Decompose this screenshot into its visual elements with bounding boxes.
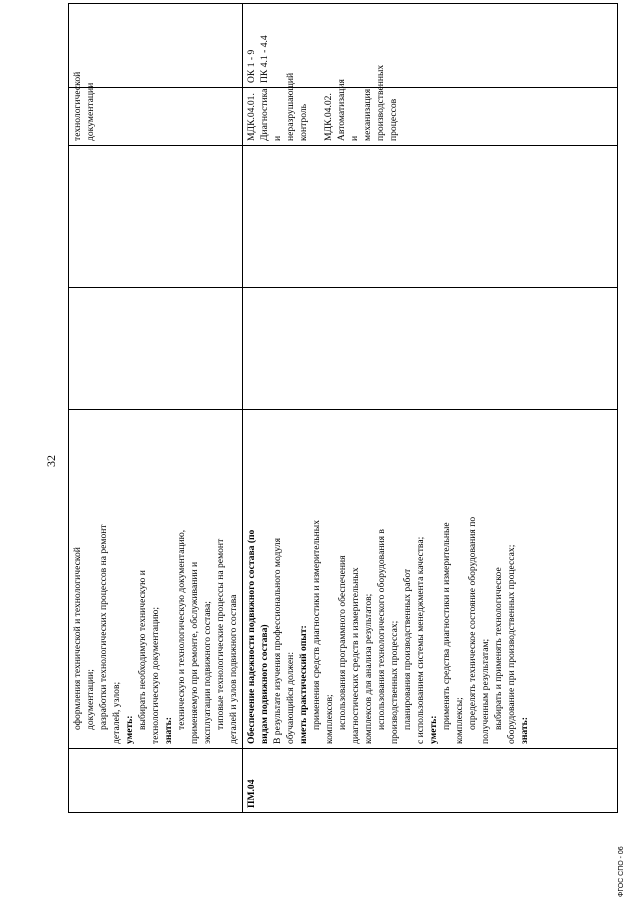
text-line: знать:	[519, 717, 530, 744]
table-row-continuation	[69, 4, 243, 813]
text-line: Автоматизация и	[336, 79, 360, 141]
text-line: Диагностика и	[259, 88, 283, 141]
text-line: оборудование при производственных процессах;	[506, 544, 517, 744]
text-line: уметь:	[124, 715, 135, 744]
text-line: техническую и технологическую документацию,	[176, 529, 187, 730]
text-line: ПК 4.1 - 4.4	[259, 35, 270, 83]
text-line: использования программного обеспечения	[337, 555, 348, 730]
text-line: оформления технической и технологической	[72, 547, 83, 730]
text-line: В результате изучения профессионального модуля	[272, 538, 283, 744]
text-line: выбирать необходимую техническую и	[137, 570, 148, 730]
text-line: МДК.04.01.	[246, 93, 257, 141]
page-number: 32	[44, 455, 58, 467]
index-cell	[69, 749, 243, 813]
text-line: разработки технологических процессов на ремонт	[98, 524, 109, 730]
text-line: контроль	[298, 103, 309, 141]
text-line: уметь:	[428, 715, 439, 744]
text-line: деталей и узлов подвижного состава	[228, 594, 239, 744]
text-line: планирования производственных работ	[402, 568, 413, 730]
text-line: с использованием системы менеджмента качества;	[415, 536, 426, 744]
text-line: документации;	[85, 669, 96, 730]
mdk-text: технологической документации	[72, 71, 96, 141]
text-line: технологическую документацию;	[150, 606, 161, 744]
table-row-pm04	[243, 4, 618, 813]
competencies-list	[245, 8, 271, 83]
text-line: применяемую при ремонте, обслуживании и	[189, 561, 200, 744]
competencies-cell	[243, 4, 618, 88]
empty-cell	[69, 146, 243, 288]
text-line: диагностических средств и измерительных	[350, 567, 361, 744]
module-content-cell	[69, 410, 243, 749]
text-line: полученным результатам;	[480, 638, 491, 744]
footer-label: ФГОС СПО - 06	[618, 846, 625, 897]
text-line: комплексов;	[324, 694, 335, 744]
module-content-lines	[245, 414, 531, 744]
text-line: обучающийся должен:	[285, 652, 296, 744]
empty-cell	[243, 146, 618, 288]
text-line: МДК.04.02.	[323, 93, 334, 141]
text-line: использования технологического оборудования в	[376, 529, 387, 730]
competencies-cell	[69, 4, 243, 88]
text-line: механизация	[362, 88, 373, 141]
text-line: производственных процессах;	[389, 620, 400, 744]
text-line: выбирать и применять технологическое	[493, 567, 504, 730]
module-content-cell	[243, 410, 618, 749]
module-code: ПМ.04	[246, 779, 257, 808]
text-line: иметь практический опыт:	[298, 625, 309, 744]
module-content-lines	[71, 414, 240, 744]
module-code-cell	[243, 749, 618, 813]
spacer	[310, 92, 322, 141]
mdk-04-02	[322, 64, 400, 141]
empty-cell	[243, 288, 618, 410]
text-line: эксплуатации подвижного состава;	[202, 601, 213, 744]
text-line: ОК 1 - 9	[246, 49, 257, 83]
text-line: Обеспечение надежности подвижного состава (по	[246, 529, 257, 744]
text-line: комплексы;	[454, 697, 465, 744]
text-line: применять средства диагностики и измерительные	[441, 522, 452, 730]
mdk-cell	[69, 71, 243, 146]
text-line: типовые технологические процессы на ремонт	[215, 538, 226, 730]
text-line: комплексов для анализа результатов;	[363, 593, 374, 744]
curriculum-table	[68, 3, 618, 813]
text-line: неразрушающий	[285, 72, 296, 141]
text-line: знать:	[163, 717, 174, 744]
text-line: деталей, узлов;	[111, 681, 122, 744]
text-line: процессов	[388, 98, 399, 141]
text-line: применения средств диагностики и измерительных	[311, 519, 322, 730]
empty-cell	[69, 288, 243, 410]
mdk-04-01	[245, 72, 310, 141]
text-line: производственных	[375, 64, 386, 141]
text-line: определять техническое состояние оборудования по	[467, 516, 478, 730]
text-line: видам подвижного состава)	[259, 624, 270, 744]
